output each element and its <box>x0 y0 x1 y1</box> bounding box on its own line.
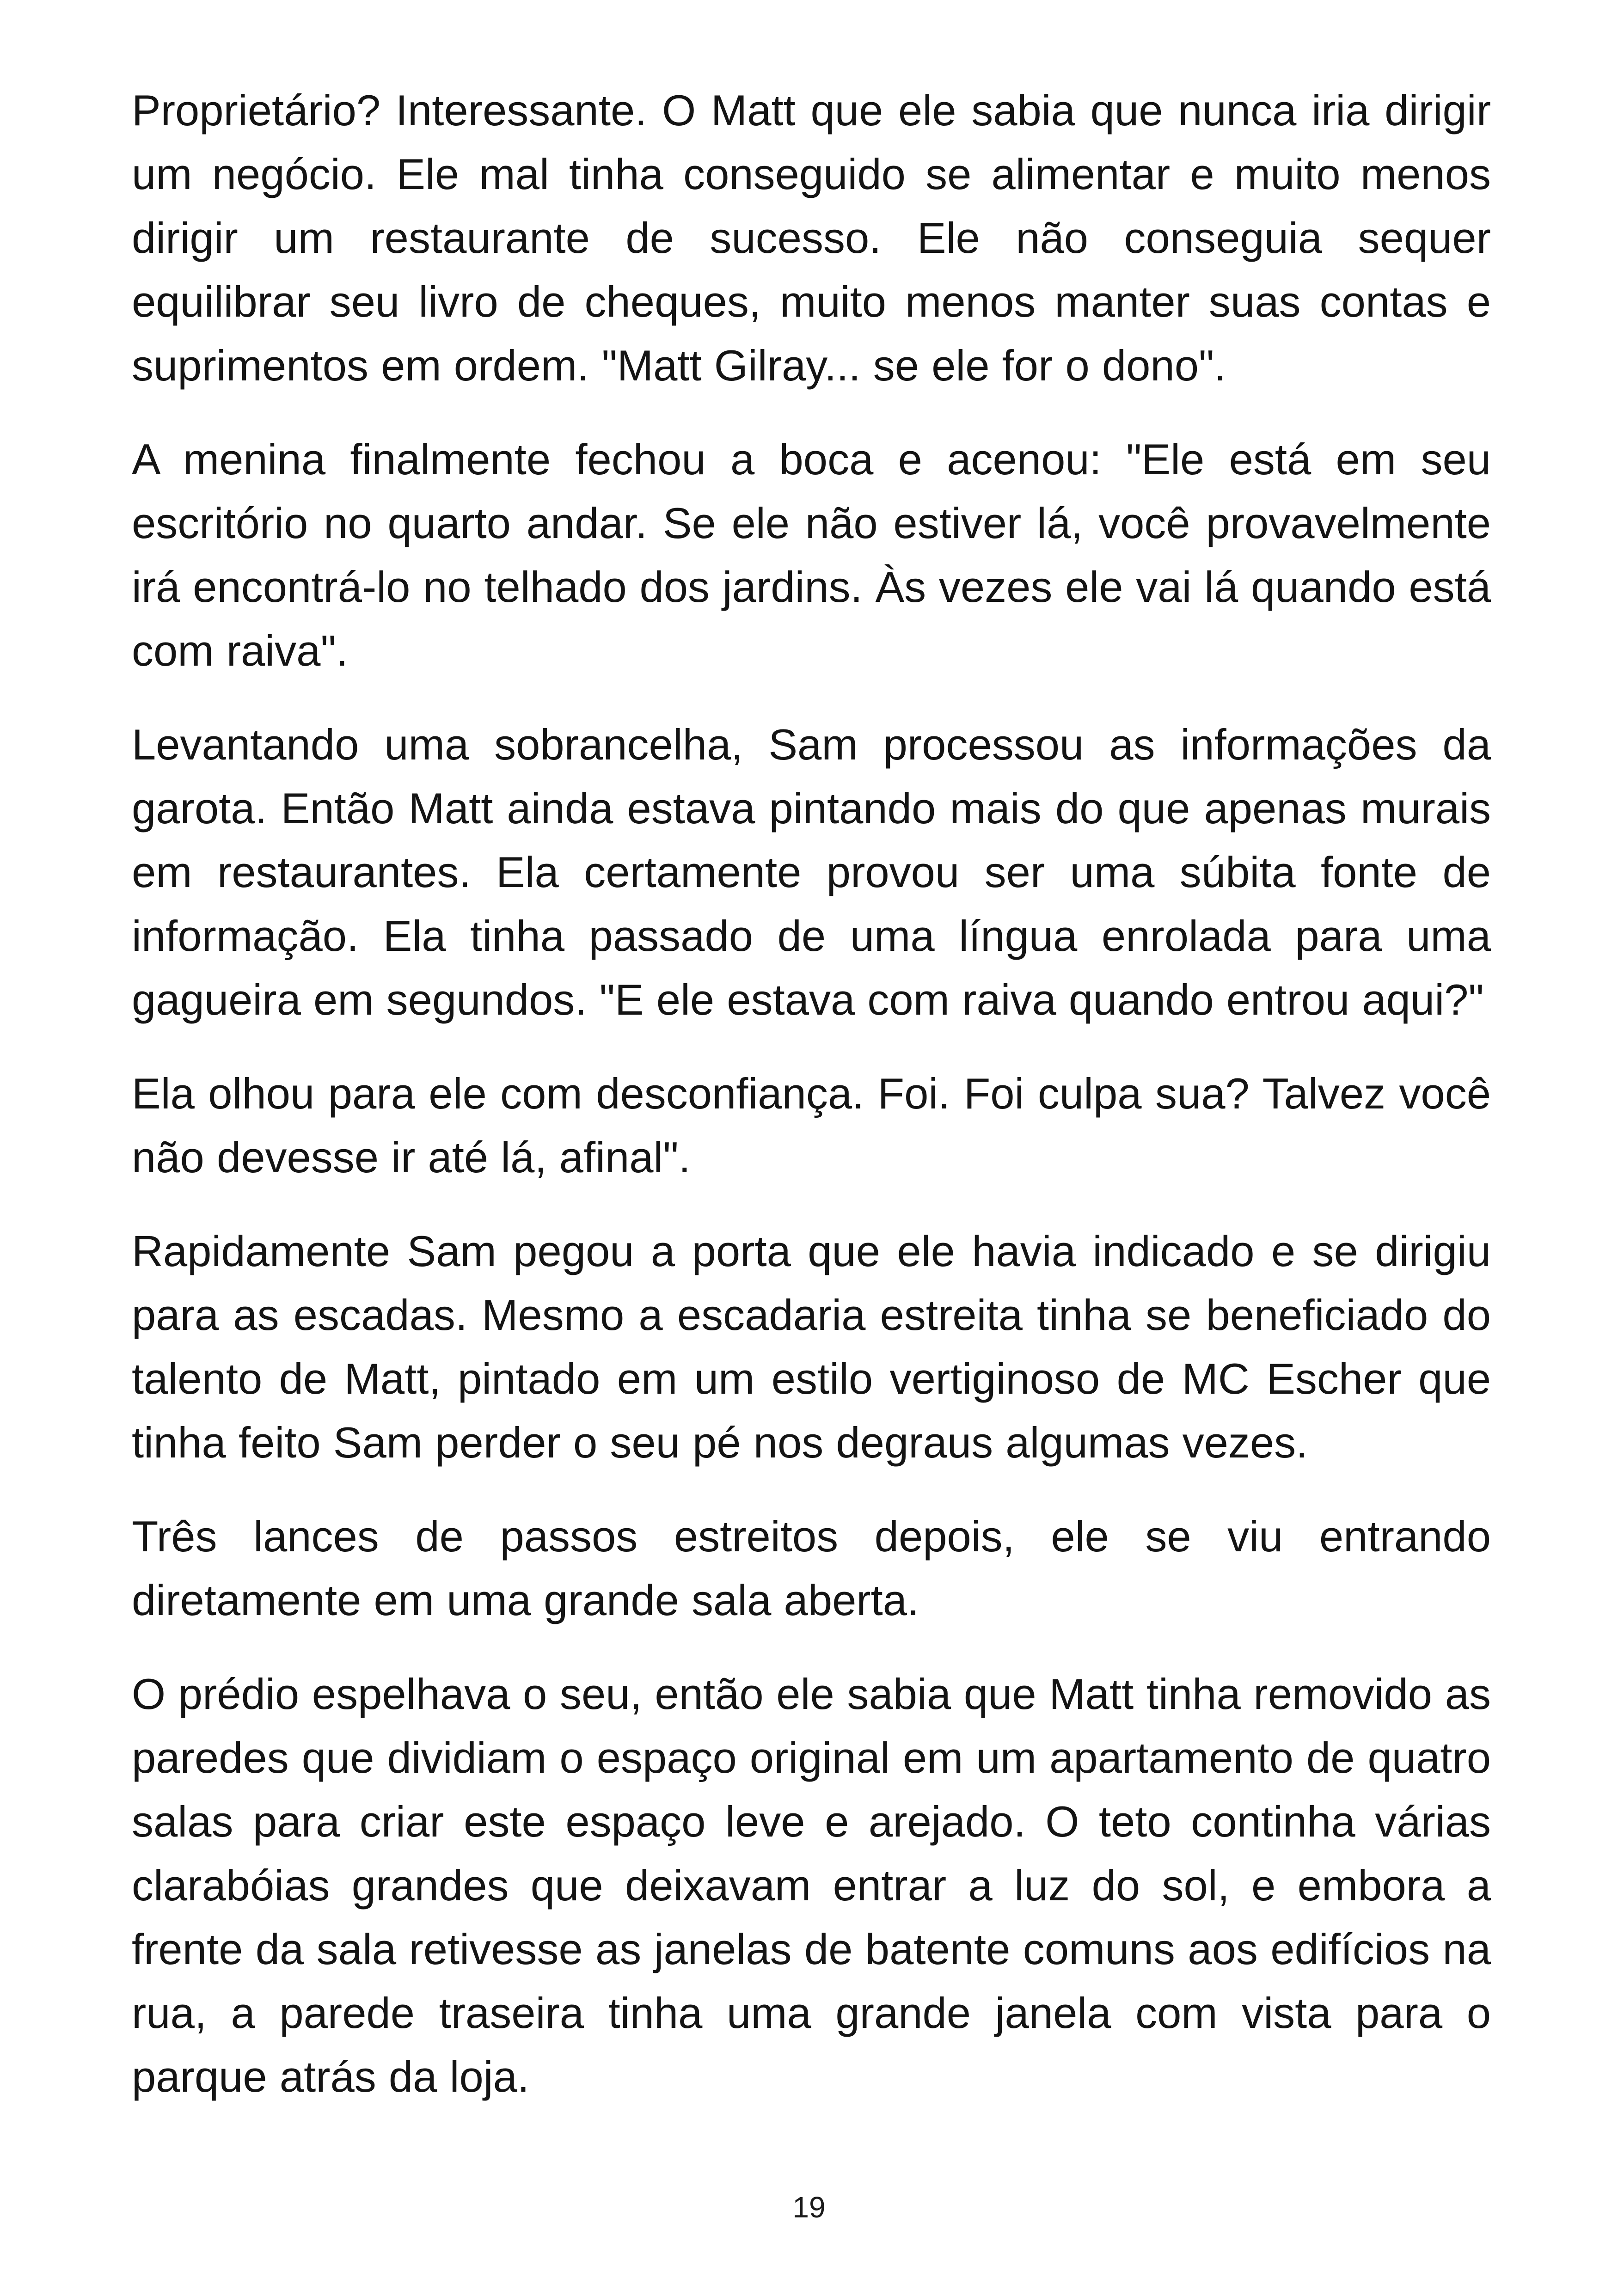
paragraph-4: Ela olhou para ele com desconfiança. Foi. Foi culpa sua? Talvez você não devesse ir até lá, afinal". <box>132 1069 1491 1182</box>
paragraph-6: Três lances de passos estreitos depois, ele se viu entrando diretamente em uma grande sala aberta. <box>132 1512 1491 1624</box>
paragraph-3: Levantando uma sobrancelha, Sam processou as informações da garota. Então Matt ainda estava pintando mais do que apenas murais em restaurantes. Ela certamente provou ser uma súbita fonte de informação. Ela tinha passado de uma língua enrolada para uma gagueira em segundos. "E ele estava com raiva quando entrou aqui?" <box>132 720 1491 1024</box>
paragraph-2: A menina finalmente fechou a boca e acenou: "Ele está em seu escritório no quarto andar. Se ele não estiver lá, você provavelmente irá encontrá-lo no telhado dos jardins. Às vezes ele vai lá quando está com raiva". <box>132 435 1491 675</box>
paragraph-5: Rapidamente Sam pegou a porta que ele havia indicado e se dirigiu para as escadas. Mesmo a escadaria estreita tinha se beneficiado do talento de Matt, pintado em um estilo vertiginoso de MC Escher que tinha feito Sam perder o seu pé nos degraus algumas vezes. <box>132 1227 1491 1467</box>
paragraph-1: Proprietário? Interessante. O Matt que ele sabia que nunca iria dirigir um negócio. Ele mal tinha conseguido se alimentar e muito menos dirigir um restaurante de sucesso. Ele não conseguia sequer equilibrar seu livro de cheques, muito menos manter suas contas e suprimentos em ordem. "Matt Gilray... se ele for o dono". <box>132 86 1491 390</box>
page-number: 19 <box>792 2191 826 2224</box>
paragraph-7: O prédio espelhava o seu, então ele sabia que Matt tinha removido as paredes que dividiam o espaço original em um apartamento de quatro salas para criar este espaço leve e arejado. O teto continha várias clarabóias grandes que deixavam entrar a luz do sol, e embora a frente da sala retivesse as janelas de batente comuns aos edifícios na rua, a parede traseira tinha uma grande janela com vista para o parque atrás da loja. <box>132 1670 1491 2101</box>
body-text <box>132 79 1491 2139</box>
